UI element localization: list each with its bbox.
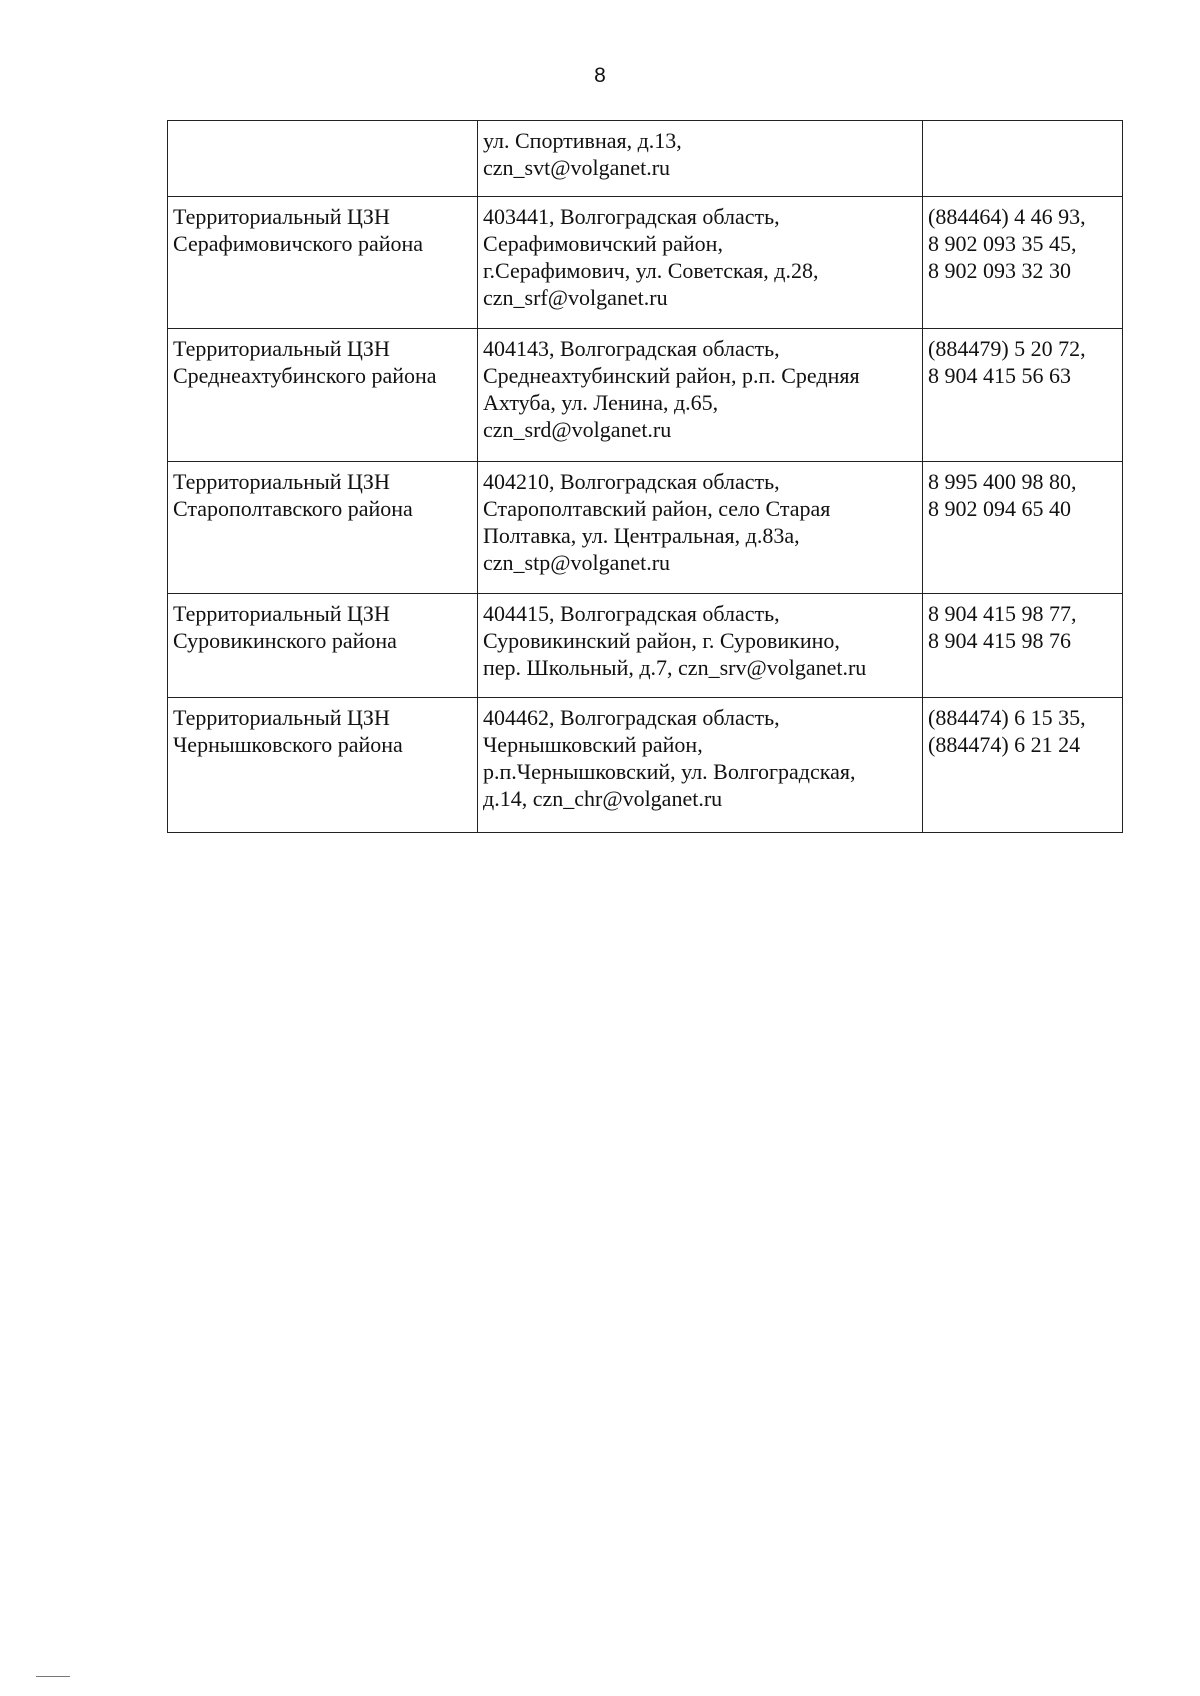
- center-name-cell: [168, 121, 478, 197]
- center-name-cell: [168, 197, 478, 329]
- address-line: Полтавка, ул. Центральная, д.83а,: [483, 523, 800, 548]
- address-line: 403441, Волгоградская область,: [483, 204, 780, 229]
- phone-line: 8 902 094 65 40: [928, 496, 1071, 521]
- phones-cell: [923, 197, 1123, 329]
- center-name-line: Территориальный ЦЗН: [173, 469, 390, 494]
- table-row: [168, 594, 1123, 698]
- phones-cell: [923, 594, 1123, 698]
- address-line: ул. Спортивная, д.13,: [483, 128, 682, 153]
- address-line: Серафимовичский район,: [483, 231, 723, 256]
- table-row: [168, 197, 1123, 329]
- phones-cell: [923, 698, 1123, 833]
- address-line: 404210, Волгоградская область,: [483, 469, 780, 494]
- phone-line: 8 995 400 98 80,: [928, 469, 1077, 494]
- address-line: р.п.Чернышковский, ул. Волгоградская,: [483, 759, 856, 784]
- email-text: czn_stp@volganet.ru: [483, 550, 671, 575]
- phone-line: 8 904 415 98 76: [928, 628, 1071, 653]
- table-row: [168, 462, 1123, 594]
- address-line: пер. Школьный, д.7, czn_srv@volganet.ru: [483, 655, 867, 680]
- center-name-line: Территориальный ЦЗН: [173, 336, 390, 361]
- address-line: 404462, Волгоградская область,: [483, 705, 780, 730]
- address-line: 404415, Волгоградская область,: [483, 601, 780, 626]
- center-name-line: Территориальный ЦЗН: [173, 204, 390, 229]
- address-cell: [478, 329, 923, 462]
- table-row: [168, 121, 1123, 197]
- center-name-line: Чернышковского района: [173, 732, 403, 757]
- center-name-cell: [168, 594, 478, 698]
- phone-line: 8 904 415 56 63: [928, 363, 1071, 388]
- center-name-cell: [168, 329, 478, 462]
- page-number: 8: [594, 64, 606, 87]
- address-cell: [478, 594, 923, 698]
- phones-cell: [923, 329, 1123, 462]
- address-line: Старополтавский район, село Старая: [483, 496, 831, 521]
- address-line: Ахтуба, ул. Ленина, д.65,: [483, 390, 719, 415]
- address-line: 404143, Волгоградская область,: [483, 336, 780, 361]
- address-line: Суровикинский район, г. Суровикино,: [483, 628, 840, 653]
- email-text: czn_srf@volganet.ru: [483, 285, 668, 310]
- table-row: [168, 329, 1123, 462]
- phone-line: (884474) 6 15 35,: [928, 705, 1086, 730]
- table-body: [168, 121, 1123, 833]
- center-name-line: Старополтавского района: [173, 496, 413, 521]
- phone-line: (884479) 5 20 72,: [928, 336, 1086, 361]
- email-text: czn_srd@volganet.ru: [483, 417, 672, 442]
- center-name-line: Суровикинского района: [173, 628, 397, 653]
- phones-cell: [923, 121, 1123, 197]
- address-cell: [478, 698, 923, 833]
- table-row: [168, 698, 1123, 833]
- phone-line: 8 902 093 35 45,: [928, 231, 1077, 256]
- phones-cell: [923, 462, 1123, 594]
- center-name-line: Серафимовичского района: [173, 231, 424, 256]
- phone-line: 8 902 093 32 30: [928, 258, 1071, 283]
- center-name-cell: [168, 462, 478, 594]
- phone-line: 8 904 415 98 77,: [928, 601, 1077, 626]
- address-line: г.Серафимович, ул. Советская, д.28,: [483, 258, 819, 283]
- scan-mark: [36, 1676, 70, 1677]
- center-name-line: Среднеахтубинского района: [173, 363, 437, 388]
- phone-line: (884474) 6 21 24: [928, 732, 1081, 757]
- address-cell: [478, 121, 923, 197]
- center-name-line: Территориальный ЦЗН: [173, 705, 390, 730]
- center-name-cell: [168, 698, 478, 833]
- center-name-line: Территориальный ЦЗН: [173, 601, 390, 626]
- email-text: д.14, czn_chr@volganet.ru: [483, 786, 723, 811]
- address-cell: [478, 197, 923, 329]
- phone-line: (884464) 4 46 93,: [928, 204, 1086, 229]
- address-cell: [478, 462, 923, 594]
- employment-centers-table: [167, 120, 1123, 833]
- email-text: czn_svt@volganet.ru: [483, 155, 671, 180]
- address-line: Среднеахтубинский район, р.п. Средняя: [483, 363, 860, 388]
- address-line: Чернышковский район,: [483, 732, 703, 757]
